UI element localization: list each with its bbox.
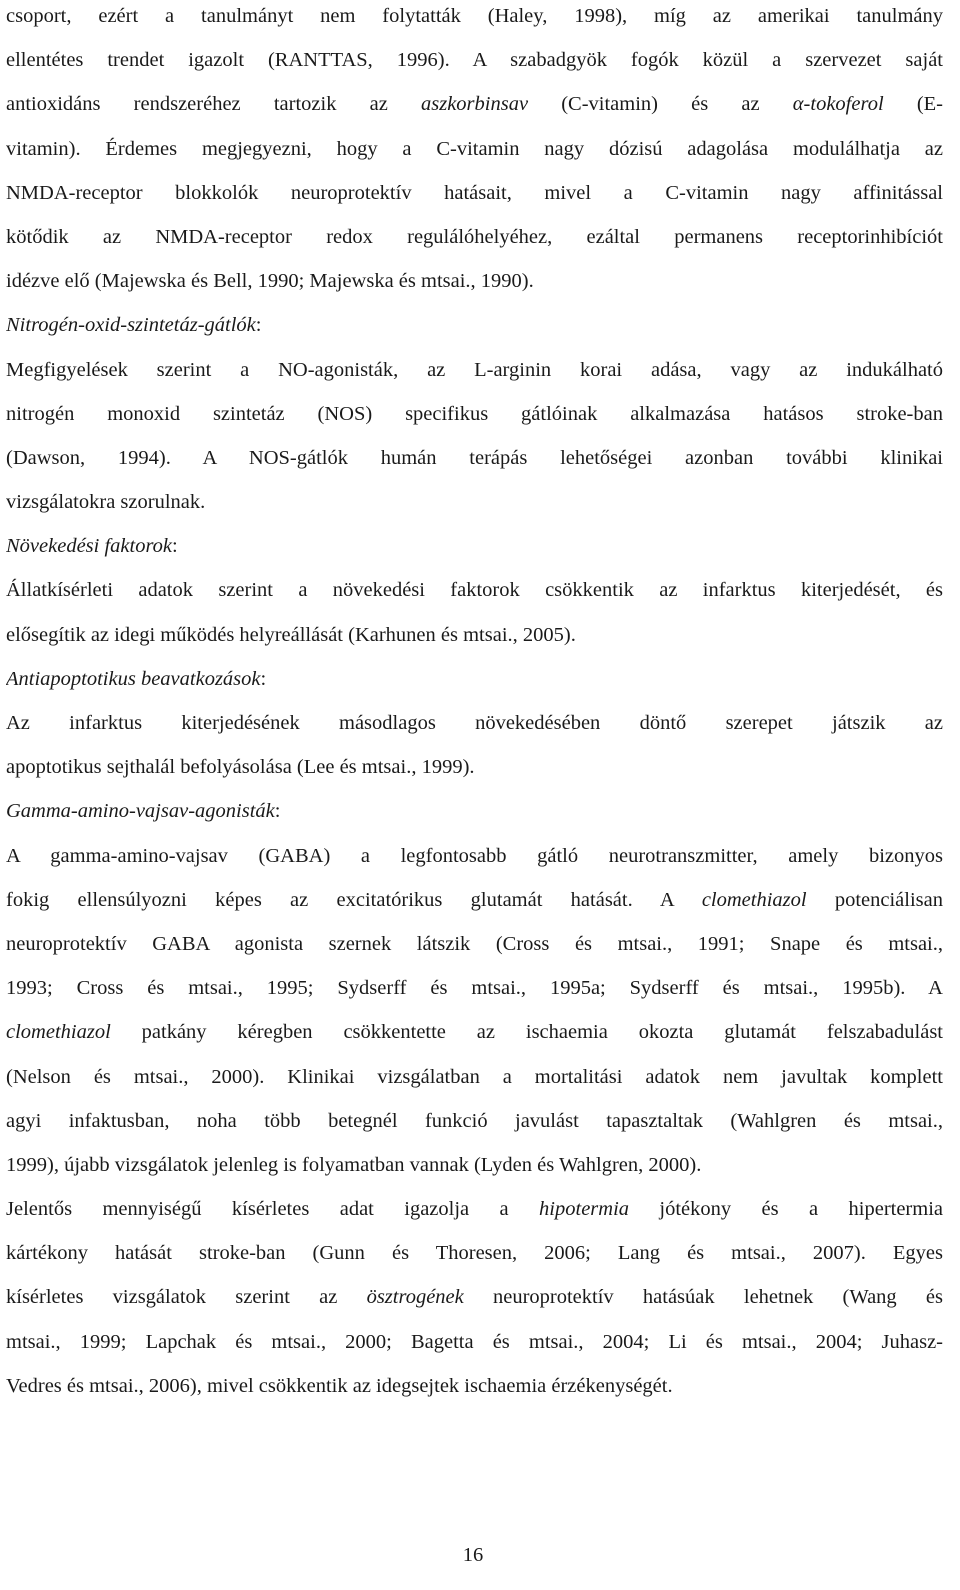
- text-line: antioxidáns rendszeréhez tartozik az aszkorbinsav (C-vitamin) és az α-tokoferol (E-: [6, 93, 943, 116]
- section-heading-nos: Nitrogén-oxid-szintetáz-gátlók:: [6, 314, 262, 337]
- text-line: Megfigyelések szerint a NO-agonisták, az L-arginin korai adása, vagy az indukálható: [6, 358, 943, 381]
- text-line: idézve elő (Majewska és Bell, 1990; Majewska és mtsai., 1990).: [6, 270, 534, 293]
- text-line: 1999), újabb vizsgálatok jelenleg is folyamatban vannak (Lyden és Wahlgren, 2000).: [6, 1153, 702, 1176]
- text-line: Az infarktus kiterjedésének másodlagos növekedésében döntő szerepet játszik az: [6, 712, 943, 734]
- text-line: kötődik az NMDA-receptor redox regulálóhelyéhez, ezáltal permanens receptorinhibíciót: [6, 225, 943, 248]
- section-heading-gaba: Gamma-amino-vajsav-agonisták:: [6, 800, 281, 823]
- text-line: vitamin). Érdemes megjegyezni, hogy a C-vitamin nagy dózisú adagolása modulálhatja az: [6, 137, 943, 160]
- text-line: Állatkísérleti adatok szerint a növekedési faktorok csökkentik az infarktus kiterjedését, és: [6, 579, 943, 602]
- term-hipotermia: hipotermia: [539, 1198, 630, 1221]
- body-text: [6, 0, 943, 1408]
- text-line: csoport, ezért a tanulmányt nem folytatták (Haley, 1998), míg az amerikai tanulmány: [6, 5, 943, 27]
- text-line: Jelentős mennyiségű kísérletes adat igazolja a hipotermia jótékony és a hipertermia: [6, 1198, 943, 1221]
- text-line: mtsai., 1999; Lapchak és mtsai., 2000; Bagetta és mtsai., 2004; Li és mtsai., 2004; Juhasz-: [6, 1330, 943, 1353]
- term-osztrogenek: ösztrogének: [366, 1286, 464, 1309]
- text-line: (Nelson és mtsai., 2000). Klinikai vizsgálatban a mortalitási adatok nem javultak komplett: [6, 1065, 943, 1088]
- text-line: kísérletes vizsgálatok szerint az ösztrogének neuroprotektív hatásúak lehetnek (Wang és: [6, 1286, 943, 1309]
- text-line: A gamma-amino-vajsav (GABA) a legfontosabb gátló neurotranszmitter, amely bizonyos: [6, 844, 943, 867]
- text-line: neuroprotektív GABA agonista szernek látszik (Cross és mtsai., 1991; Snape és mtsai.,: [6, 932, 943, 955]
- text-line: clomethiazol patkány kéregben csökkentette az ischaemia okozta glutamát felszabadulást: [6, 1021, 943, 1044]
- term-tokoferol: α-tokoferol: [792, 93, 884, 116]
- text-line: vizsgálatokra szorulnak.: [6, 491, 206, 514]
- text-line: apoptotikus sejthalál befolyásolása (Lee és mtsai., 1999).: [6, 756, 475, 779]
- text-line: kártékony hatását stroke-ban (Gunn és Thoresen, 2006; Lang és mtsai., 2007). Egyes: [6, 1242, 943, 1265]
- text-line: agyi infaktusban, noha több betegnél funkció javulást tapasztaltak (Wahlgren és mtsai.,: [6, 1109, 943, 1132]
- section-heading-growth-factors: Növekedési faktorok:: [6, 535, 178, 558]
- page-number: 16: [462, 1544, 484, 1566]
- text-line: 1993; Cross és mtsai., 1995; Sydserff és mtsai., 1995a; Sydserff és mtsai., 1995b). A: [6, 977, 943, 1000]
- text-line: nitrogén monoxid szintetáz (NOS) specifikus gátlóinak alkalmazása hatásos stroke-ban: [6, 402, 943, 425]
- section-heading-antiapoptotic: Antiapoptotikus beavatkozások:: [6, 667, 267, 690]
- text-line: NMDA-receptor blokkolók neuroprotektív hatásait, mivel a C-vitamin nagy affinitással: [6, 181, 943, 204]
- text-line: elősegítik az idegi működés helyreállását (Karhunen és mtsai., 2005).: [6, 623, 576, 646]
- text-line: ellentétes trendet igazolt (RANTTAS, 1996). A szabadgyök fogók közül a szervezet saját: [6, 49, 943, 72]
- text-line: fokig ellensúlyozni képes az excitatórikus glutamát hatását. A clomethiazol potenciálisan: [6, 888, 943, 911]
- text-line: Vedres és mtsai., 2006), mivel csökkentik az idegsejtek ischaemia érzékenységét.: [6, 1374, 673, 1397]
- term-clomethiazol: clomethiazol: [701, 888, 807, 911]
- term-aszkorbinsav: aszkorbinsav: [420, 93, 529, 116]
- term-clomethiazol: clomethiazol: [6, 1021, 111, 1044]
- text-line: (Dawson, 1994). A NOS-gátlók humán terápás lehetőségei azonban további klinikai: [6, 446, 943, 469]
